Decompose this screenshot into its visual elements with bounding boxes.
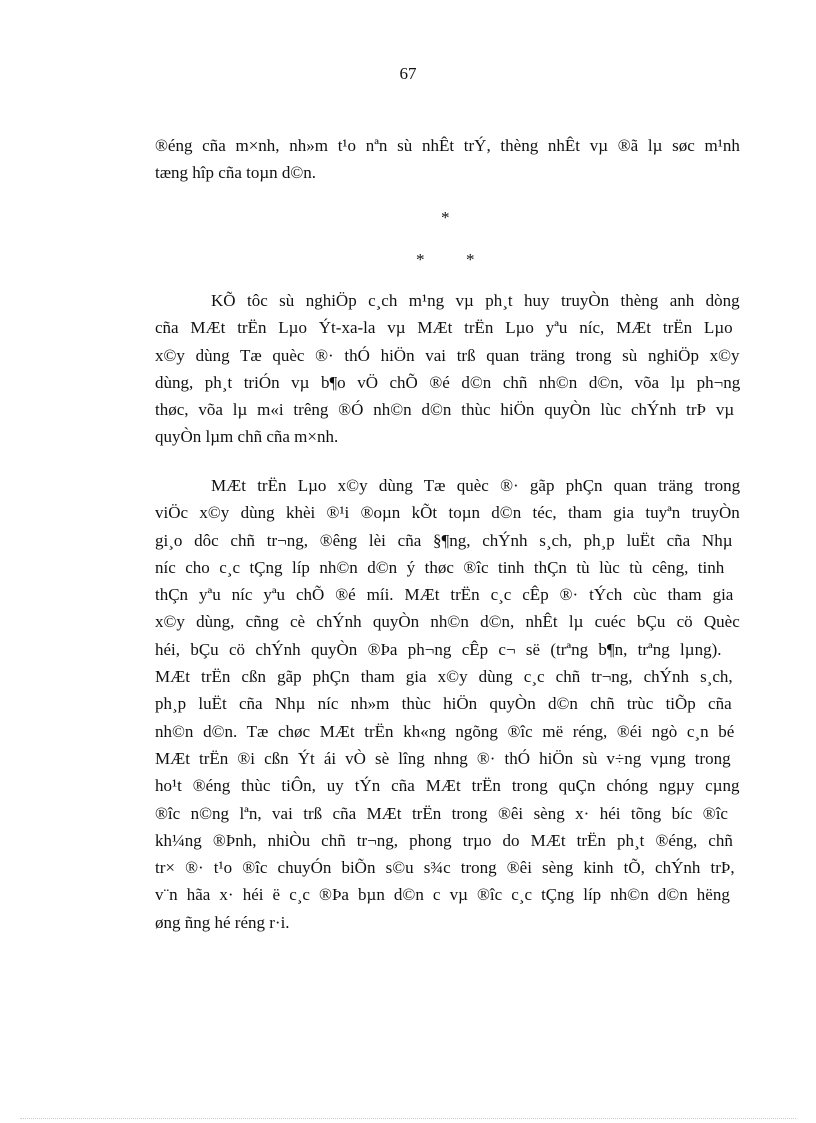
text-line: kh¼ng ®Þnh, nhiÒu chñ tr¬ng, phong trµo do MÆt trËn ph¸t ®éng, chñ	[155, 830, 733, 850]
separator-asterisk: *	[416, 250, 425, 269]
paragraph-contributions	[155, 472, 740, 936]
text-line: thøc, võa lµ m«i trêng ®Ó nh©n d©n thùc hiÖn quyÒn lùc chÝnh trÞ vµ	[155, 400, 735, 420]
separator-asterisk: *	[441, 208, 450, 227]
text-line: MÆt trËn ®i cßn Ýt ái vÒ sè lîng nhng ®· thÓ hiÖn sù v÷ng vµng trong	[155, 748, 731, 768]
text-line: x©y dùng Tæ quèc ®· thÓ hiÖn vai trß quan träng trong sù nghiÖp x©y	[155, 345, 740, 365]
text-line: x©y dùng, cñng cè chÝnh quyÒn nh©n d©n, nhÊt lµ cuéc bÇu cö Quèc	[155, 612, 740, 632]
text-line: viÖc x©y dùng khèi ®¹i ®oµn kÕt toµn d©n téc, tham gia tuyªn truyÒn	[155, 503, 740, 523]
text-line: ho¹t ®éng thùc tiÔn, uy tÝn cña MÆt trËn trong quÇn chóng ngµy cµng	[155, 776, 740, 796]
text-line: níc cho c¸c tÇng líp nh©n d©n ý thøc ®îc tinh thÇn tù lùc tù cêng, tinh	[155, 557, 725, 577]
text-line: v¨n hãa x· héi ë c¸c ®Þa bµn d©n c vµ ®îc c¸c tÇng líp nh©n d©n hëng	[155, 885, 730, 905]
text-line: gi¸o dôc chñ tr¬ng, ®êng lèi cña §¶ng, chÝnh s¸ch, ph¸p luËt cña Nhµ	[155, 530, 733, 550]
paragraph-legacy	[155, 287, 740, 451]
paragraph-continuation	[155, 132, 740, 187]
text-line: thÇn yªu níc yªu chÕ ®é míi. MÆt trËn c¸c cÊp ®· tÝch cùc tham gia	[155, 585, 734, 605]
text-line: ®éng cña m×nh, nh»m t¹o nªn sù nhÊt trÝ, thèng nhÊt vµ ®ã lµ søc m¹nh	[155, 136, 740, 155]
page-number: 67	[399, 64, 417, 83]
text-line: MÆt trËn Lµo x©y dùng Tæ quèc ®· gãp phÇn quan träng trong	[211, 476, 741, 495]
text-line: ®îc n©ng lªn, vai trß cña MÆt trËn trong ®êi sèng x· héi tõng bíc ®îc	[155, 803, 728, 823]
page-bottom-rule	[20, 1118, 796, 1119]
text-line: héi, bÇu cö chÝnh quyÒn ®Þa ph¬ng cÊp c¬ së (trªng b¶n, trªng lµng).	[155, 639, 722, 659]
text-line: KÕ tôc sù nghiÖp c¸ch m¹ng vµ ph¸t huy truyÒn thèng anh dòng	[211, 291, 740, 310]
separator-asterisk: *	[466, 250, 475, 269]
text-line: quyÒn lµm chñ cña m×nh.	[155, 427, 339, 447]
text-line: dùng, ph¸t triÓn vµ b¶o vÖ chÕ ®é d©n chñ nh©n d©n, võa lµ ph¬ng	[155, 372, 741, 392]
text-line: øng ñng hé réng r·i.	[155, 912, 290, 932]
text-line: ph¸p luËt cña Nhµ níc nh»m thùc hiÖn quyÒn d©n chñ trùc tiÕp cña	[155, 694, 732, 714]
text-line: MÆt trËn cßn gãp phÇn tham gia x©y dùng c¸c chñ tr¬ng, chÝnh s¸ch,	[155, 667, 733, 687]
text-line: tæng hîp cña toµn d©n.	[155, 163, 317, 183]
text-line: tr× ®· t¹o ®îc chuyÓn biÕn s©u s¾c trong ®êi sèng kinh tÕ, chÝnh trÞ,	[155, 858, 735, 878]
text-line: nh©n d©n. Tæ chøc MÆt trËn kh«ng ngõng ®îc më réng, ®éi ngò c¸n bé	[155, 721, 735, 741]
text-line: cña MÆt trËn Lµo Ýt-xa-la vµ MÆt trËn Lµo yªu níc, MÆt trËn Lµo	[155, 318, 733, 338]
